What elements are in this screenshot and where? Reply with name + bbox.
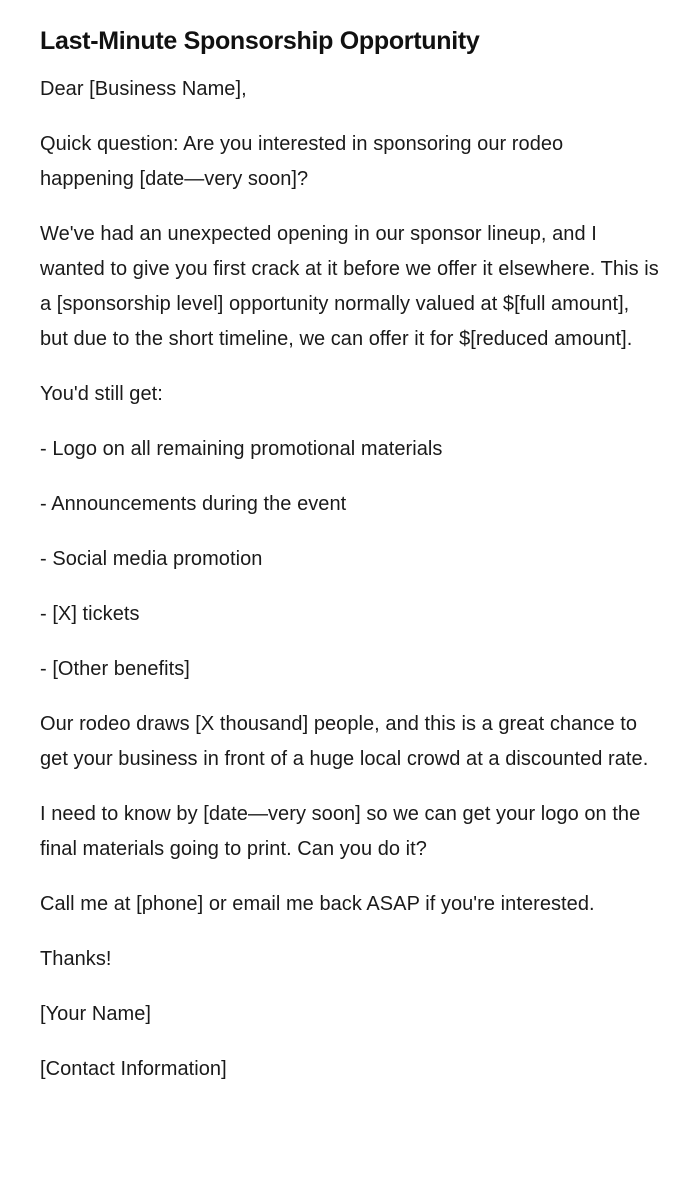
benefit-item-social: - Social media promotion xyxy=(40,548,263,570)
document-title: Last-Minute Sponsorship Opportunity xyxy=(40,27,480,55)
closing: Thanks! xyxy=(40,948,112,970)
salutation: Dear [Business Name], xyxy=(40,78,247,100)
reach-paragraph: Our rodeo draws [X thousand] people, and this is a great chance to get your business in front of a huge local crowd at a discounted rate. xyxy=(40,713,649,770)
letter-body xyxy=(40,72,660,1087)
benefit-item-other: - [Other benefits] xyxy=(40,658,190,680)
intro-paragraph: Quick question: Are you interested in sponsoring our rodeo happening [date—very soon]? xyxy=(40,133,564,190)
signature-name: [Your Name] xyxy=(40,1003,151,1025)
benefit-item-announcements: - Announcements during the event xyxy=(40,493,347,515)
benefit-item-logo: - Logo on all remaining promotional materials xyxy=(40,438,443,460)
benefit-item-tickets: - [X] tickets xyxy=(40,603,140,625)
benefits-intro: You'd still get: xyxy=(40,383,163,405)
offer-paragraph: We've had an unexpected opening in our sponsor lineup, and I wanted to give you first crack at it before we offer it elsewhere. This is a [sponsorship level] opportunity normally valued at $[full amount], but due to the short timeline, we can offer it for $[reduced amount]. xyxy=(40,223,659,350)
call-to-action: Call me at [phone] or email me back ASAP if you're interested. xyxy=(40,893,595,915)
signature-contact: [Contact Information] xyxy=(40,1058,227,1080)
deadline-paragraph: I need to know by [date—very soon] so we can get your logo on the final materials going to print. Can you do it? xyxy=(40,803,641,860)
